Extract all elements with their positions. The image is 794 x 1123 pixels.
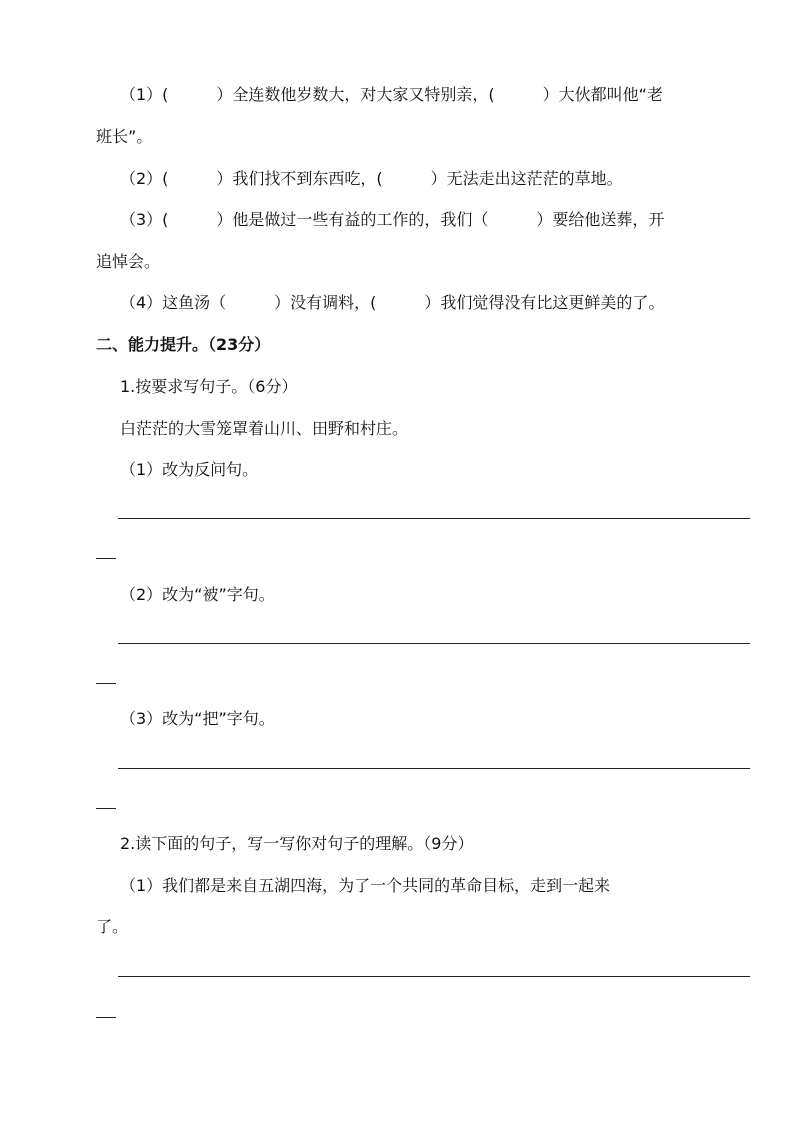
q1-line1: （1）( ）全连数他岁数大，对大家又特别亲，( ）大伙都叫他“老 bbox=[120, 85, 663, 104]
task1-item-1: （1）改为反问句。 bbox=[120, 460, 259, 479]
answer-line-tail bbox=[96, 808, 116, 809]
q3-line1: （3）( ）他是做过一些有益的工作的，我们（ ）要给他送葬，开 bbox=[120, 210, 665, 229]
section-heading: 二、能力提升。（23分） bbox=[96, 335, 271, 354]
answer-line-tail bbox=[96, 1017, 116, 1018]
task2-title: 2.读下面的句子，写一写你对句子的理解。（9分） bbox=[120, 834, 474, 853]
answer-line-tail bbox=[96, 558, 116, 559]
task2-item1-line1: （1）我们都是来自五湖四海，为了一个共同的革命目标，走到一起来 bbox=[120, 876, 611, 895]
answer-line[interactable] bbox=[118, 976, 750, 977]
answer-line[interactable] bbox=[118, 518, 750, 519]
answer-line-tail bbox=[96, 683, 116, 684]
task1-item-3: （3）改为“把”字句。 bbox=[120, 709, 275, 728]
task1-title: 1.按要求写句子。（6分） bbox=[120, 377, 298, 396]
q4-line: （4）这鱼汤（ ）没有调料，( ）我们觉得没有比这更鲜美的了。 bbox=[120, 293, 665, 312]
task2-item1-line2: 了。 bbox=[96, 917, 129, 936]
answer-line[interactable] bbox=[118, 643, 750, 644]
answer-line[interactable] bbox=[118, 768, 750, 769]
q2-line: （2）( ）我们找不到东西吃，( ）无法走出这茫茫的草地。 bbox=[120, 169, 623, 188]
q3-line2: 追悼会。 bbox=[96, 252, 161, 271]
q1-line2: 班长”。 bbox=[96, 127, 153, 146]
task1-sentence: 白茫茫的大雪笼罩着山川、田野和村庄。 bbox=[120, 419, 409, 438]
task1-item-2: （2）改为“被”字句。 bbox=[120, 585, 275, 604]
